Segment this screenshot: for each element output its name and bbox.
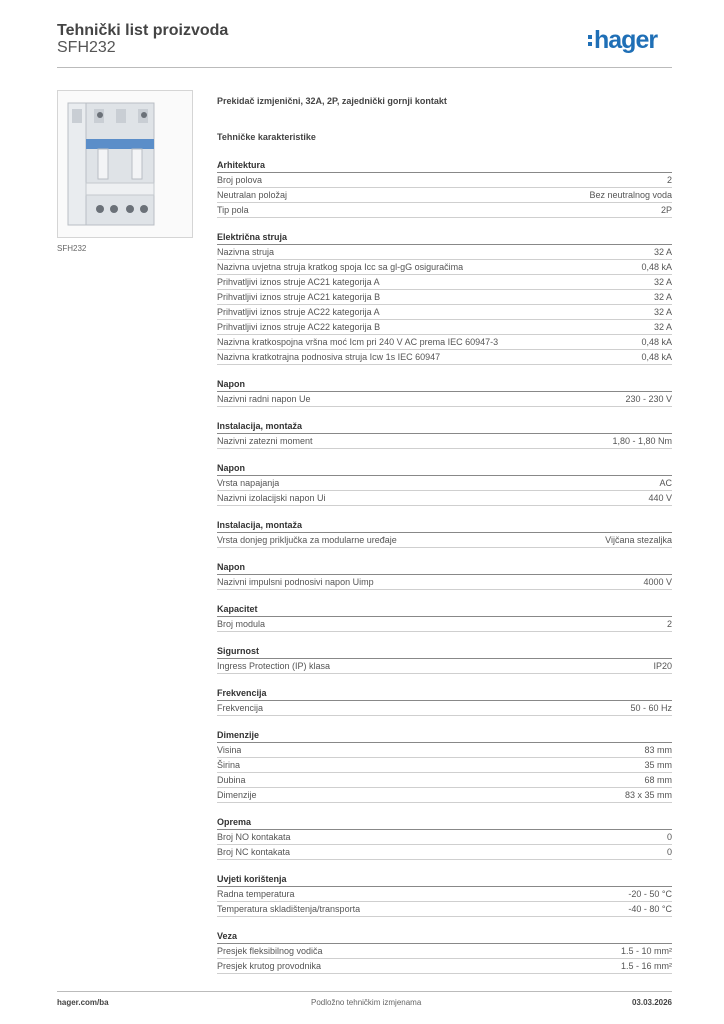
spec-value: 440 V <box>648 493 672 503</box>
spec-row <box>217 845 672 860</box>
spec-row <box>217 701 672 716</box>
spec-value: 0 <box>666 847 672 857</box>
spec-row <box>217 944 672 959</box>
spec-label: Nazivna struja <box>217 247 275 257</box>
spec-value: 1.5 - 10 mm² <box>620 946 672 956</box>
spec-row <box>217 203 672 218</box>
section-title: Kapacitet <box>217 603 672 617</box>
spec-label: Temperatura skladištenja/transporta <box>217 904 361 914</box>
spec-row <box>217 743 672 758</box>
spec-section <box>217 561 672 590</box>
spec-row <box>217 617 672 632</box>
spec-value: 1.5 - 16 mm² <box>620 961 672 971</box>
spec-value: 68 mm <box>644 775 672 785</box>
spec-label: Presjek krutog provodnika <box>217 961 322 971</box>
section-title: Veza <box>217 930 672 944</box>
logo-dots-icon <box>588 35 592 46</box>
footer-divider <box>57 991 672 992</box>
section-title: Arhitektura <box>217 159 672 173</box>
spec-row <box>217 245 672 260</box>
footer-website[interactable]: hager.com/ba <box>57 998 109 1007</box>
spec-section <box>217 462 672 506</box>
switch-device-icon <box>58 91 192 237</box>
spec-label: Prihvatljivi iznos struje AC21 kategorija A <box>217 277 380 287</box>
spec-section <box>217 687 672 716</box>
spec-row <box>217 959 672 974</box>
footer-note: Podložno tehničkim izmjenama <box>311 998 422 1007</box>
spec-row <box>217 320 672 335</box>
spec-label: Radna temperatura <box>217 889 295 899</box>
spec-label: Prihvatljivi iznos struje AC21 kategorija B <box>217 292 381 302</box>
spec-value: 83 mm <box>644 745 672 755</box>
section-title: Frekvencija <box>217 687 672 701</box>
section-title: Instalacija, montaža <box>217 420 672 434</box>
spec-label: Vrsta donjeg priključka za modularne uređaje <box>217 535 397 545</box>
logo-text: hager <box>594 26 658 54</box>
product-description: Prekidač izmjenični, 32A, 2P, zajednički gornji kontakt <box>217 96 447 106</box>
spec-value: 32 A <box>653 292 672 302</box>
spec-row <box>217 434 672 449</box>
section-title: Napon <box>217 462 672 476</box>
spec-section <box>217 930 672 974</box>
spec-label: Dimenzije <box>217 790 257 800</box>
spec-row <box>217 335 672 350</box>
spec-label: Nazivni impulsni podnosivi napon Uimp <box>217 577 374 587</box>
spec-row <box>217 758 672 773</box>
spec-value: 0,48 kA <box>641 352 672 362</box>
spec-label: Tip pola <box>217 205 249 215</box>
spec-label: Prihvatljivi iznos struje AC22 kategorija A <box>217 307 380 317</box>
section-title: Električna struja <box>217 231 672 245</box>
spec-row <box>217 491 672 506</box>
spec-label: Presjek fleksibilnog vodiča <box>217 946 323 956</box>
spec-row <box>217 305 672 320</box>
spec-row <box>217 392 672 407</box>
header-divider <box>57 67 672 68</box>
page-subtitle: SFH232 <box>57 39 116 56</box>
spec-label: Broj modula <box>217 619 266 629</box>
spec-value: 50 - 60 Hz <box>630 703 672 713</box>
spec-value: IP20 <box>653 661 672 671</box>
spec-value: 32 A <box>653 277 672 287</box>
footer-date: 03.03.2026 <box>631 998 672 1007</box>
spec-row <box>217 788 672 803</box>
spec-label: Vrsta napajanja <box>217 478 280 488</box>
spec-row <box>217 773 672 788</box>
spec-label: Prihvatljivi iznos struje AC22 kategorija B <box>217 322 381 332</box>
product-image <box>57 90 193 238</box>
spec-value: 32 A <box>653 322 672 332</box>
spec-section <box>217 873 672 917</box>
spec-label: Frekvencija <box>217 703 264 713</box>
spec-label: Dubina <box>217 775 246 785</box>
spec-row <box>217 350 672 365</box>
image-caption: SFH232 <box>57 244 87 253</box>
spec-row <box>217 476 672 491</box>
spec-section <box>217 729 672 803</box>
spec-section <box>217 519 672 548</box>
spec-value: -40 - 80 °C <box>628 904 672 914</box>
section-title: Uvjeti korištenja <box>217 873 672 887</box>
spec-value: 32 A <box>653 247 672 257</box>
spec-row <box>217 830 672 845</box>
section-title: Sigurnost <box>217 645 672 659</box>
spec-section <box>217 645 672 674</box>
spec-row <box>217 173 672 188</box>
spec-label: Broj NO kontakata <box>217 832 291 842</box>
page-title: Tehnički list proizvoda <box>57 22 229 39</box>
section-title: Oprema <box>217 816 672 830</box>
spec-label: Broj NC kontakata <box>217 847 291 857</box>
spec-value: 2 <box>666 619 672 629</box>
spec-value: AC <box>659 478 672 488</box>
spec-section <box>217 603 672 632</box>
spec-row <box>217 260 672 275</box>
spec-label: Nazivna kratkotrajna podnosiva struja Icw 1s IEC 60947 <box>217 352 441 362</box>
spec-label: Broj polova <box>217 175 263 185</box>
spec-label: Nazivna uvjetna struja kratkog spoja Icc sa gl-gG osiguračima <box>217 262 464 272</box>
spec-value: Bez neutralnog voda <box>589 190 672 200</box>
spec-value: 230 - 230 V <box>625 394 672 404</box>
section-title: Napon <box>217 561 672 575</box>
spec-row <box>217 575 672 590</box>
spec-label: Visina <box>217 745 242 755</box>
spec-label: Nazivna kratkospojna vršna moć Icm pri 240 V AC prema IEC 60947-3 <box>217 337 499 347</box>
spec-value: 83 x 35 mm <box>624 790 672 800</box>
spec-row <box>217 533 672 548</box>
spec-value: -20 - 50 °C <box>628 889 672 899</box>
spec-label: Neutralan položaj <box>217 190 288 200</box>
section-title: Dimenzije <box>217 729 672 743</box>
spec-label: Nazivni zatezni moment <box>217 436 313 446</box>
spec-section <box>217 231 672 365</box>
spec-value: 0,48 kA <box>641 262 672 272</box>
section-title: Napon <box>217 378 672 392</box>
spec-row <box>217 188 672 203</box>
spec-value: 4000 V <box>643 577 672 587</box>
spec-row <box>217 902 672 917</box>
datasheet-body <box>217 96 672 987</box>
spec-row <box>217 659 672 674</box>
spec-label: Nazivni izolacijski napon Ui <box>217 493 326 503</box>
spec-section <box>217 420 672 449</box>
spec-value: 32 A <box>653 307 672 317</box>
section-title: Instalacija, montaža <box>217 519 672 533</box>
spec-value: Vijčana stezaljka <box>605 535 672 545</box>
spec-value: 1,80 - 1,80 Nm <box>612 436 672 446</box>
technical-title: Tehničke karakteristike <box>217 132 316 142</box>
hager-logo <box>588 26 657 55</box>
spec-label: Širina <box>217 760 241 770</box>
spec-row <box>217 887 672 902</box>
spec-row <box>217 290 672 305</box>
spec-value: 2 <box>666 175 672 185</box>
spec-value: 0,48 kA <box>641 337 672 347</box>
spec-label: Ingress Protection (IP) klasa <box>217 661 331 671</box>
spec-value: 35 mm <box>644 760 672 770</box>
spec-section <box>217 816 672 860</box>
spec-row <box>217 275 672 290</box>
spec-section <box>217 378 672 407</box>
spec-label: Nazivni radni napon Ue <box>217 394 311 404</box>
spec-sections <box>217 159 672 974</box>
spec-section <box>217 159 672 218</box>
spec-value: 2P <box>660 205 672 215</box>
spec-value: 0 <box>666 832 672 842</box>
